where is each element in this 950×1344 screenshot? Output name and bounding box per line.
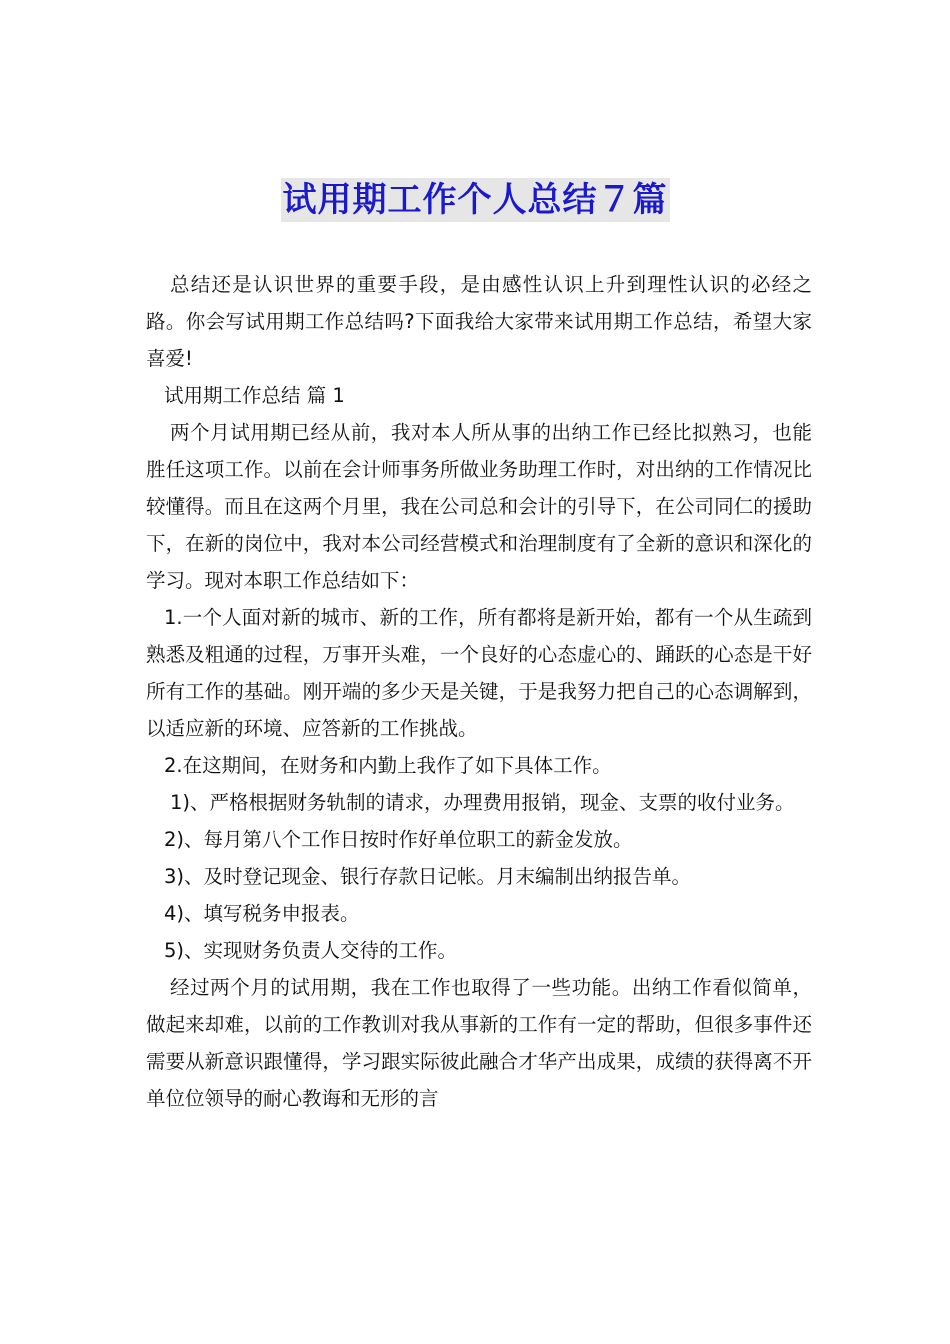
list-item: 1)、严格根据财务轨制的请求，办理费用报销，现金、支票的收付业务。 — [170, 791, 795, 814]
document-title: 试用期工作个人总结７篇 — [282, 180, 668, 220]
list-item: 4)、填写税务申报表。 — [164, 902, 360, 925]
list-item: 5)、实现财务负责人交待的工作。 — [164, 939, 458, 962]
list-item: 3)、及时登记现金、银行存款日记帐。月末编制出纳报告单。 — [164, 865, 692, 888]
body-paragraph: 两个月试用期已经从前，我对本人所从事的出纳工作已经比拟熟习，也能胜任这项工作。以前在会计师事务所做业务助理工作时，对出纳的工作情况比较懂得。而且在这两个月里，我在公司总和会计的引导下，在公司同仁的援助下，在新的岗位中，我对本公司经营模式和治理制度有了全新的意识和深化的学习。现对本职工作总结如下： — [146, 421, 812, 592]
title-container — [0, 178, 950, 222]
document-body — [146, 266, 812, 1117]
section-heading: 试用期工作总结 篇 1 — [164, 384, 345, 407]
numbered-paragraph: 2.在这期间，在财务和内勤上我作了如下具体工作。 — [164, 754, 612, 777]
body-paragraph: 经过两个月的试用期，我在工作也取得了一些功能。出纳工作看似简单，做起来却难，以前的工作教训对我从事新的工作有一定的帮助，但很多事件还需要从新意识跟懂得，学习跟实际彼此融合才华产出成果，成绩的获得离不开单位位领导的耐心教诲和无形的言 — [146, 976, 812, 1110]
intro-paragraph: 总结还是认识世界的重要手段，是由感性认识上升到理性认识的必经之路。你会写试用期工作总结吗?下面我给大家带来试用期工作总结，希望大家喜爱! — [146, 273, 812, 370]
list-item: 2)、每月第八个工作日按时作好单位职工的薪金发放。 — [164, 828, 633, 851]
numbered-paragraph: 1.一个人面对新的城市、新的工作，所有都将是新开始，都有一个从生疏到熟悉及粗通的过程，万事开头难，一个良好的心态虚心的、踊跃的心态是干好所有工作的基础。刚开端的多少天是关键，于是我努力把自己的心态调解到，以适应新的环境、应答新的工作挑战。 — [146, 606, 812, 740]
